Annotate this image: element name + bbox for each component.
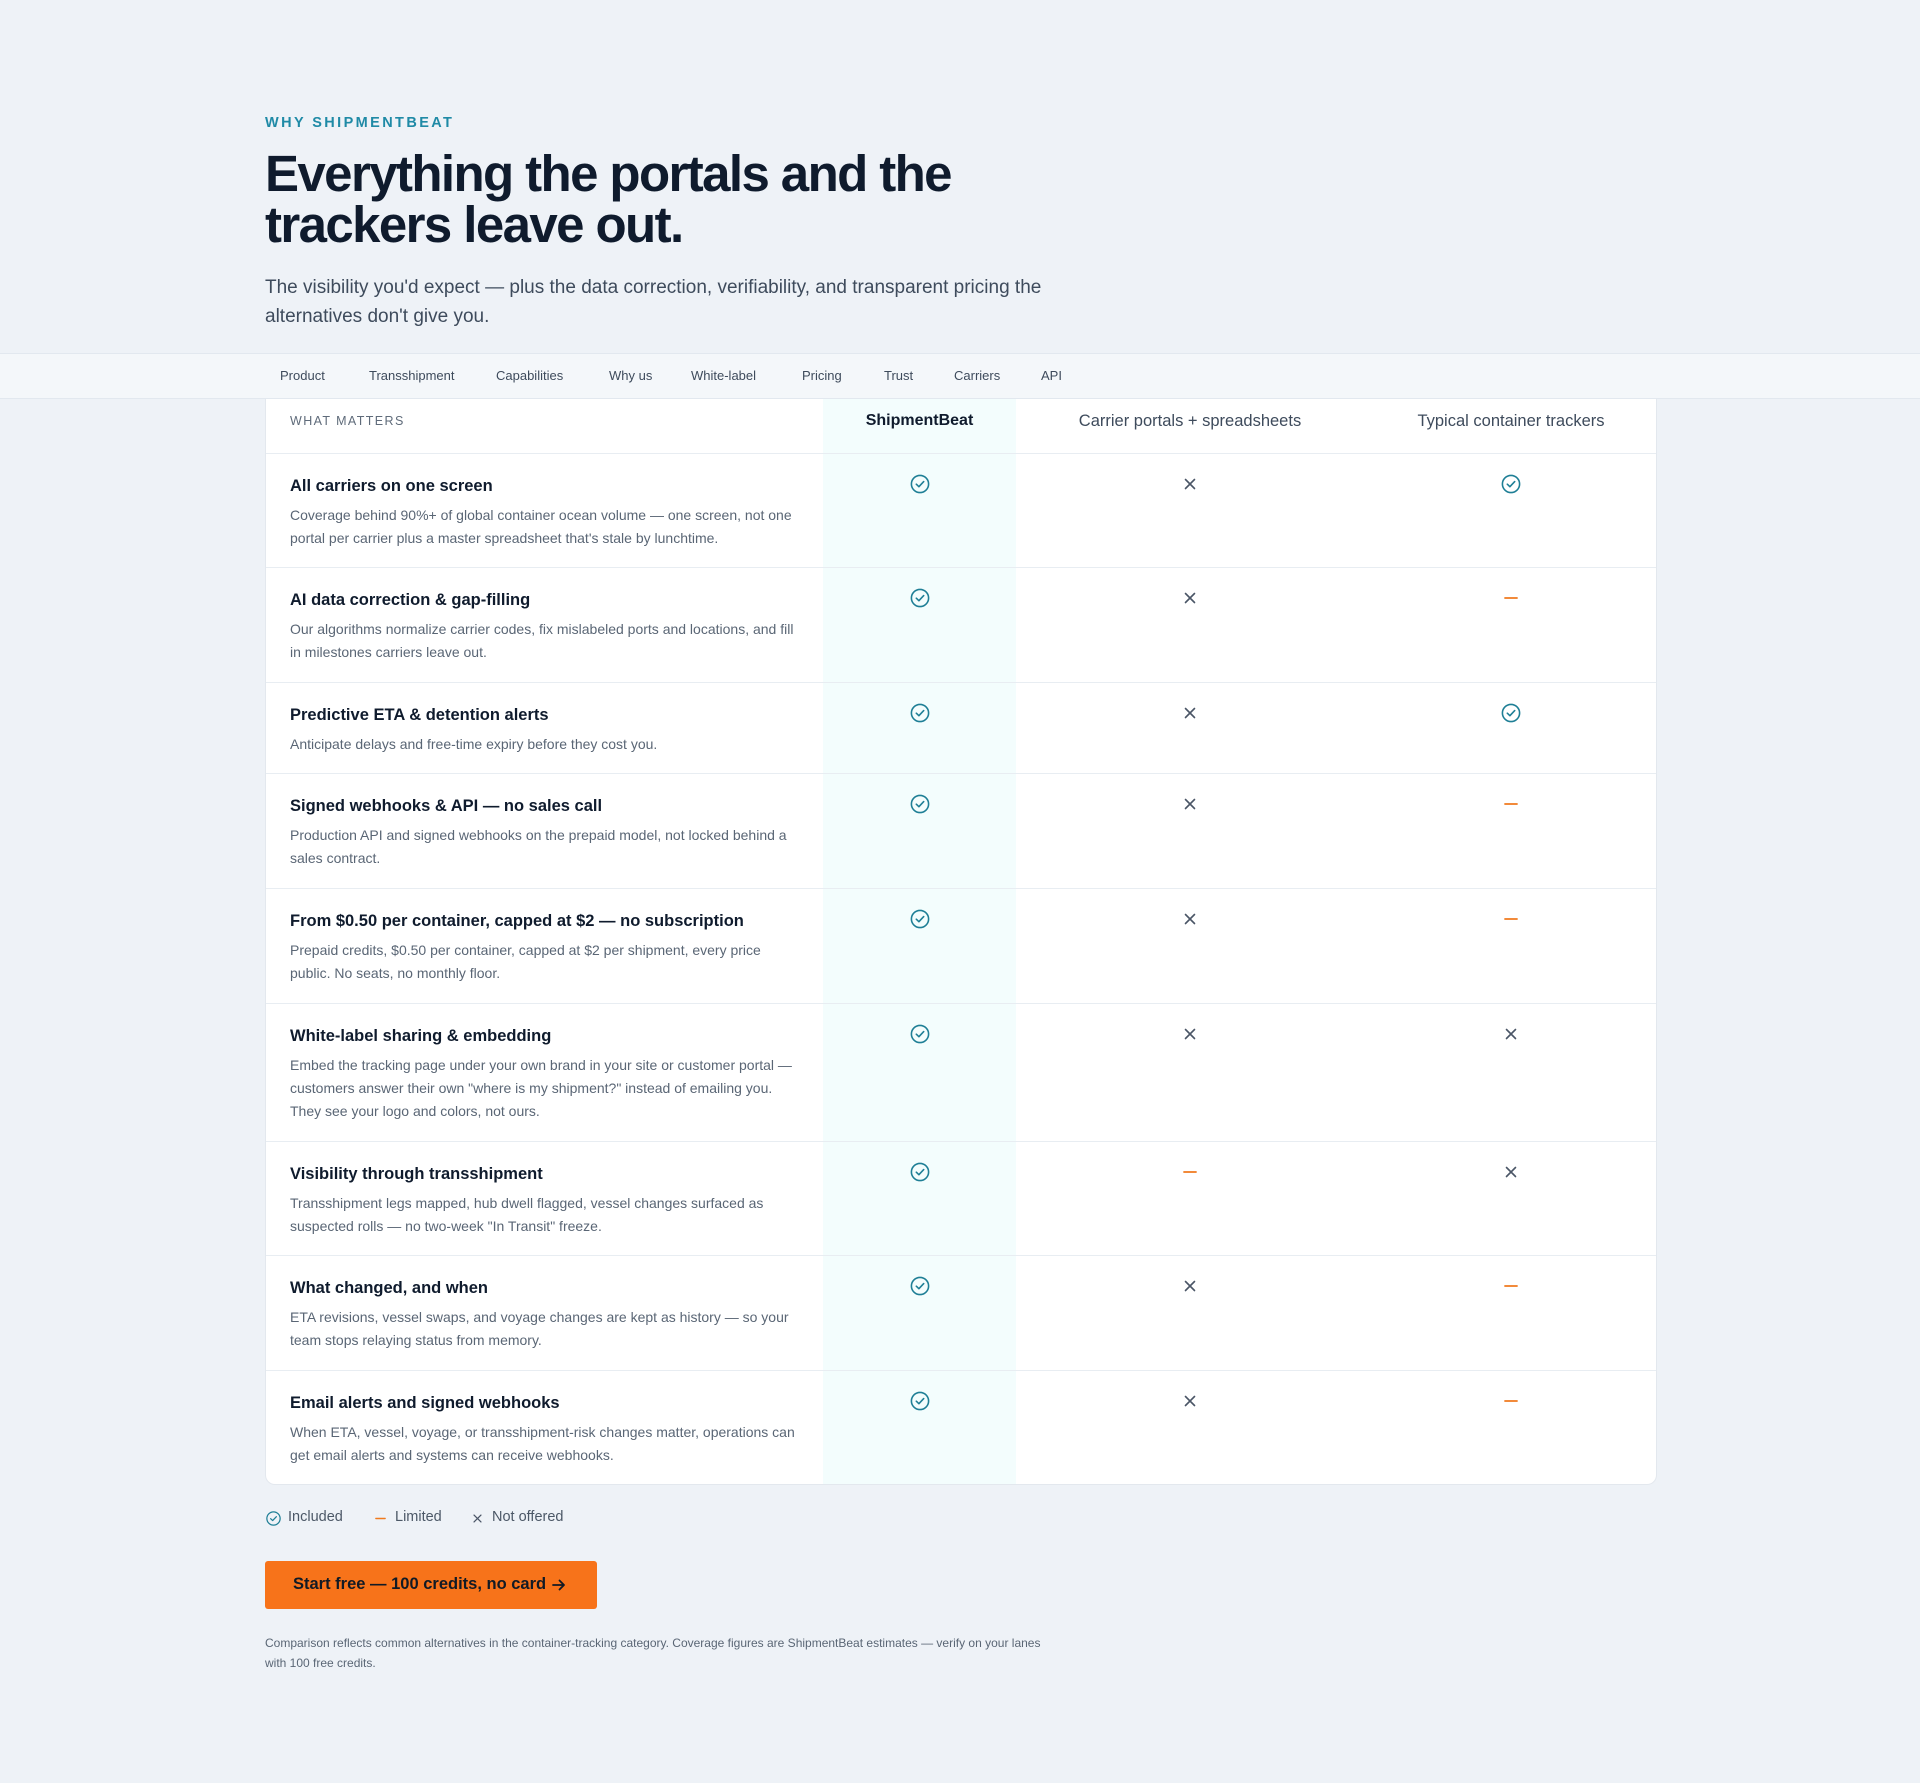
arrow-right-icon — [551, 1577, 567, 1598]
check-circle-icon — [909, 1275, 931, 1297]
row-description: Our algorithms normalize carrier codes, fix mislabeled ports and locations, and fill in milestones carriers leave out. — [290, 621, 794, 660]
cross-icon — [1179, 702, 1201, 724]
cross-icon — [1179, 908, 1201, 930]
dash-icon — [1500, 1275, 1522, 1297]
row-description: Embed the tracking page under your own brand in your site or customer portal — customers answer their own "where is my shipment?" instead of emailing you. They see your logo and colors, not ours. — [290, 1057, 792, 1119]
dash-icon — [1179, 1161, 1201, 1183]
legend-limited-label: Limited — [395, 1509, 442, 1525]
nav-item-why-us[interactable]: Why us — [609, 368, 653, 383]
table-row — [266, 454, 1656, 568]
header-carrier-portals: Carrier portals + spreadsheets — [1078, 412, 1302, 430]
check-circle-icon — [1500, 702, 1522, 724]
cross-icon — [1500, 1161, 1522, 1183]
row-description: Anticipate delays and free-time expiry before they cost you. — [290, 736, 658, 752]
dash-icon — [1500, 908, 1522, 930]
row-title: All carriers on one screen — [290, 477, 493, 495]
header-container-trackers: Typical container trackers — [1417, 412, 1605, 430]
cross-icon — [1179, 473, 1201, 495]
page-title-line-1: Everything the portals and the — [265, 145, 951, 202]
comparison-table — [265, 399, 1657, 1485]
check-circle-icon — [1500, 473, 1522, 495]
row-description: ETA revisions, vessel swaps, and voyage changes are kept as history — so your team stops relaying status from memory. — [290, 1309, 789, 1348]
nav-item-trust[interactable]: Trust — [884, 368, 914, 383]
nav-item-pricing[interactable]: Pricing — [802, 368, 842, 383]
row-title: Visibility through transshipment — [290, 1165, 543, 1183]
check-circle-icon — [909, 1023, 931, 1045]
legend-not-offered-label: Not offered — [492, 1509, 564, 1525]
row-title: White-label sharing & embedding — [290, 1027, 552, 1045]
row-title: AI data correction & gap-filling — [290, 591, 531, 609]
page-title — [265, 145, 1085, 253]
row-title: Predictive ETA & detention alerts — [290, 706, 549, 724]
table-row — [266, 1371, 1656, 1485]
row-title: What changed, and when — [290, 1279, 489, 1297]
row-title: From $0.50 per container, capped at $2 — no subscription — [290, 912, 744, 930]
table-row — [266, 1142, 1656, 1256]
table-row — [266, 1256, 1656, 1371]
row-description: Coverage behind 90%+ of global container ocean volume — one screen, not one portal per carrier plus a master spreadsheet that's stale by lunchtime. — [290, 507, 792, 546]
check-circle-icon — [909, 793, 931, 815]
check-circle-icon — [909, 1161, 931, 1183]
nav-item-white-label[interactable]: White-label — [691, 368, 757, 383]
row-title: Signed webhooks & API — no sales call — [290, 797, 603, 815]
dash-icon — [1500, 793, 1522, 815]
cross-icon — [1179, 793, 1201, 815]
row-description: Production API and signed webhooks on the prepaid model, not locked behind a sales contract. — [290, 827, 787, 866]
cross-icon — [1179, 587, 1201, 609]
section-nav — [0, 353, 1920, 399]
check-circle-icon — [909, 702, 931, 724]
check-circle-icon — [265, 1510, 282, 1532]
page-title-line-2: trackers leave out. — [265, 196, 683, 253]
check-circle-icon — [909, 473, 931, 495]
table-row — [266, 568, 1656, 683]
check-circle-icon — [909, 1390, 931, 1412]
eyebrow-label: WHY SHIPMENTBEAT — [265, 115, 455, 131]
row-description: Transshipment legs mapped, hub dwell flagged, vessel changes surfaced as suspected rolls — no two-week "In Transit" freeze. — [290, 1195, 764, 1234]
cross-icon — [469, 1510, 486, 1532]
nav-item-transshipment[interactable]: Transshipment — [369, 368, 455, 383]
legend-included-label: Included — [288, 1509, 343, 1525]
nav-item-carriers[interactable]: Carriers — [954, 368, 1001, 383]
footnote: Comparison reflects common alternatives in the container-tracking category. Coverage figures are ShipmentBeat estimates — verify on your lanes with 100 free credits. — [265, 1636, 1041, 1670]
nav-item-product[interactable]: Product — [280, 368, 325, 383]
start-free-button-label: Start free — 100 credits, no card — [293, 1575, 547, 1593]
cross-icon — [1179, 1023, 1201, 1045]
row-title: Email alerts and signed webhooks — [290, 1394, 560, 1412]
row-description: When ETA, vessel, voyage, or transshipment-risk changes matter, operations can get email alerts and systems can receive webhooks. — [290, 1424, 795, 1463]
dash-icon — [372, 1510, 389, 1532]
table-row — [266, 683, 1656, 774]
header-shipmentbeat: ShipmentBeat — [865, 412, 974, 429]
header-what-matters: WHAT MATTERS — [290, 414, 405, 428]
check-circle-icon — [909, 908, 931, 930]
table-row — [266, 889, 1656, 1004]
dash-icon — [1500, 1390, 1522, 1412]
nav-item-capabilities[interactable]: Capabilities — [496, 368, 564, 383]
table-row — [266, 1004, 1656, 1142]
nav-item-api[interactable]: API — [1041, 368, 1062, 383]
start-free-button[interactable] — [265, 1561, 597, 1609]
page-subtitle: The visibility you'd expect — plus the data correction, verifiability, and transparent pricing the alternatives don't give you. — [265, 277, 1042, 327]
dash-icon — [1500, 587, 1522, 609]
cross-icon — [1179, 1275, 1201, 1297]
row-description: Prepaid credits, $0.50 per container, capped at $2 per shipment, every price public. No seats, no monthly floor. — [290, 942, 761, 981]
cross-icon — [1500, 1023, 1522, 1045]
table-row — [266, 774, 1656, 889]
cross-icon — [1179, 1390, 1201, 1412]
check-circle-icon — [909, 587, 931, 609]
table-header — [266, 399, 1656, 454]
